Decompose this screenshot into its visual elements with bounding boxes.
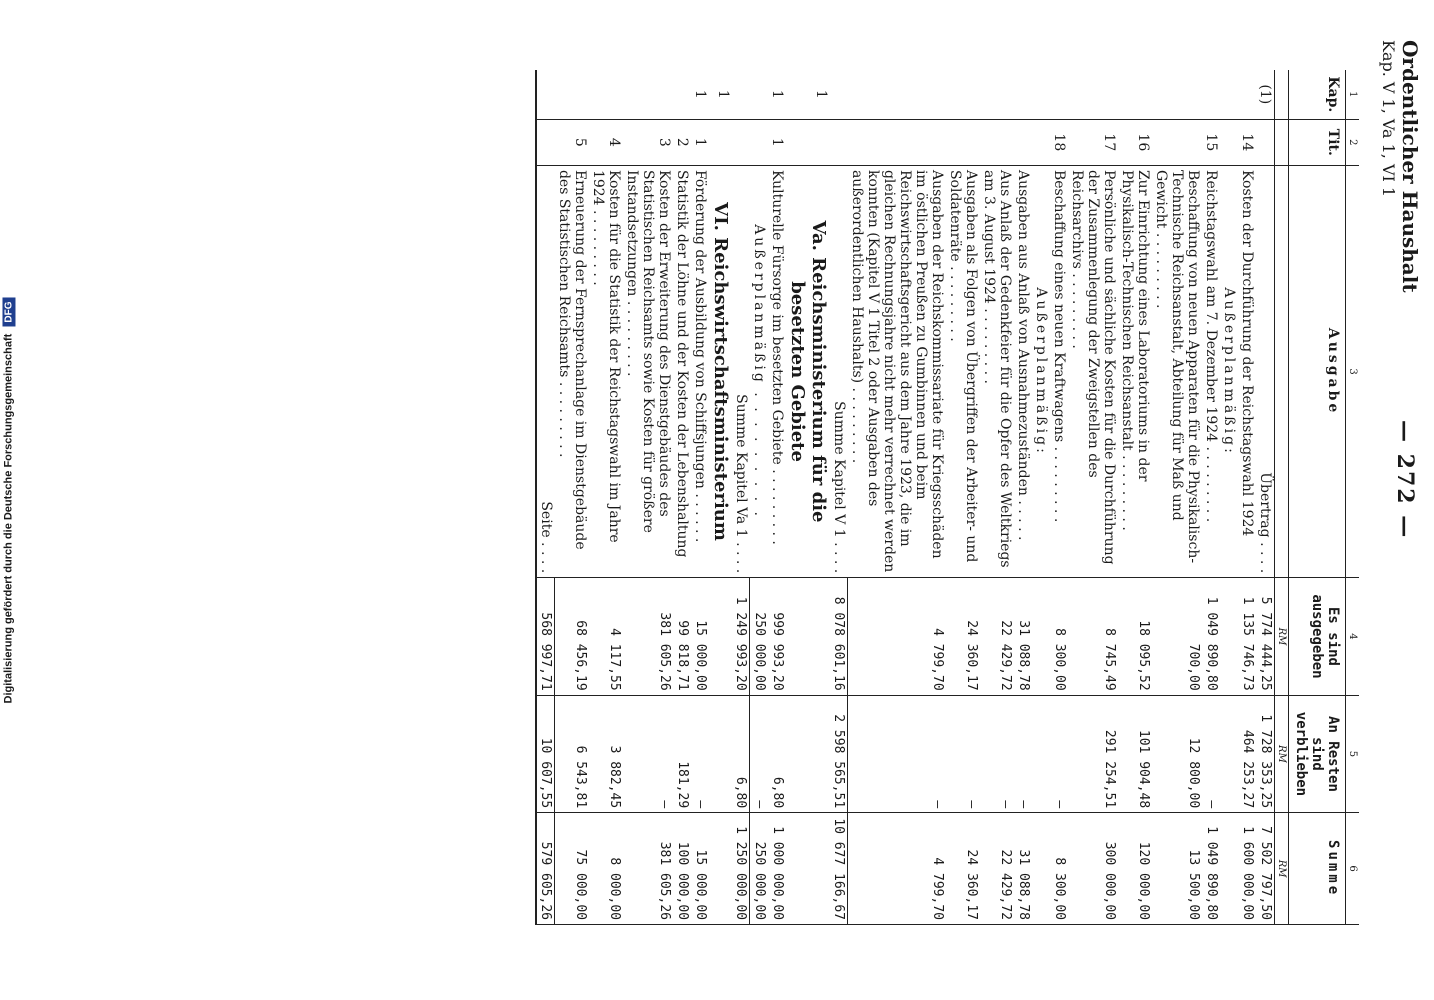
- unit-label: RM: [1275, 578, 1289, 695]
- table-row: Außerplanmäßig:: [1220, 70, 1238, 925]
- page-number: — 272 —: [1392, 420, 1418, 540]
- budget-table: [535, 70, 1359, 925]
- table-row: 5 Erneuerung der Fernsprechanlage im Dienstgebäude des Statistischen Reichsamts . . . . . . . . . 68 456,19 6 543,81 75 000,00: [555, 70, 589, 925]
- ledger-page: [60, 0, 1434, 1000]
- table-row: 16 Zur Einrichtung eines Laboratoriums in der Physikalisch-Technischen Reichsanstalt . . . . . . . . . 18 095,52 101 904,48 120 000,00: [1118, 70, 1152, 925]
- table-row: 1 1 Förderung der Ausbildung von Schiffsjungen . . . . . . 15 000,00 — 15 000,00: [691, 70, 709, 925]
- col-number: 6: [1346, 813, 1360, 925]
- table-row: Ausgaben aus Anlaß von Ausnahmezuständen . . . . . 31 088,78 — 31 088,78: [1014, 70, 1032, 925]
- header-sum: Summe: [1289, 813, 1346, 925]
- section-title-va: Va. Reichsministerium für die besetzten Gebiete: [786, 165, 830, 577]
- page-title: Ordentlicher Haushalt: [1398, 40, 1422, 293]
- unit-label: RM: [1275, 813, 1289, 925]
- unit-row: [1275, 70, 1289, 925]
- section-heading-row: [786, 70, 830, 925]
- table-row: Ausgaben als Folgen von Übergriffen der Arbeiter- und Soldatenräte . . . . . . . . . 24 360,17 — 24 360,17: [946, 70, 980, 925]
- page-total-row: Seite . . . . 568 997,71 10 607,55 579 605,26: [536, 70, 555, 925]
- subtotal-row: Summe Kapitel V 1 . . . . 8 078 601,16 2 598 565,51 10 677 166,67: [830, 70, 848, 925]
- header-kap: Kap.: [1289, 70, 1346, 119]
- table-row: 4 Kosten für die Statistik der Reichstagswahl im Jahre 1924 . . . . . . . . . 4 117,55 3 882,45 8 000,00: [589, 70, 623, 925]
- header-ausgabe: Ausgabe: [1289, 165, 1346, 577]
- table-row: Außerplanmäßig . . . . . . . . . 250 000,00 — 250 000,00: [750, 70, 768, 925]
- section-heading-row: [709, 70, 732, 925]
- table-row: (1) Übertrag . . . . 5 774 444,25 1 728 353,25 7 502 797,50: [1256, 70, 1275, 925]
- col-number: 4: [1346, 578, 1360, 695]
- table-row: 14 Kosten der Durchführung der Reichstagswahl 1924 1 135 746,73 464 253,27 1 600 000,00: [1238, 70, 1256, 925]
- column-number-row: [1346, 70, 1360, 925]
- page-subtitle: Kap. V 1, Va 1, VI 1: [1379, 40, 1398, 198]
- table-row: 15 Reichstagswahl am 7. Dezember 1924 . . . . . . . . . 1 049 890,80 — 1 049 890,80: [1202, 70, 1220, 925]
- dfg-logo: DFG: [3, 297, 16, 326]
- table-row: 2 Statistik der Löhne und der Kosten der Lebenshaltung 99 818,71 181,29 100 000,00: [673, 70, 691, 925]
- table-row: 18 Beschaffung eines neuen Kraftwagens . . . . . . . . . 8 300,00 — 8 300,00: [1050, 70, 1068, 925]
- subtotal-row: Summe Kapitel Va 1 . . . . 1 249 993,20 6,80 1 250 000,00: [732, 70, 750, 925]
- table-row: 3 Kosten der Erweiterung des Dienstgebäudes des Statistischen Reichsamts sowie Kosten für größere Instandsetzungen . . . . . . . . . 381 605,26 — 381 605,26: [623, 70, 673, 925]
- col-number: 5: [1346, 695, 1360, 812]
- margin-mark: 1: [709, 70, 732, 119]
- credit-text: Digitalisierung gefördert durch die Deutsche Forschungsgemeinschaft: [2, 333, 15, 703]
- margin-mark: 1: [786, 70, 830, 119]
- table-row: Außerplanmäßig:: [1032, 70, 1050, 925]
- table-row: Aus Anlaß der Gedenkfeier für die Opfer des Weltkriegs am 3. August 1924 . . . . . . . . . 22 429,72 — 22 429,72: [980, 70, 1014, 925]
- section-title-vi: VI. Reichswirtschaftsministerium: [709, 165, 732, 577]
- table-row: Ausgaben der Reichskommissariate für Kriegsschäden im östlichen Preußen zu Gumbinnen und beim Reichswirtschaftsgericht aus dem Jahre 1923, die im gleichen Rechnungsjahre nicht mehr verrechnet werden konnten (Kapitel V 1 Titel 2 oder Ausgaben des außerordentlichen Haushalts) . . . . . . . . . 4 799,70 — 4 799,70: [848, 70, 946, 925]
- table-row: 1 1 Kulturelle Fürsorge im besetzten Gebiete . . . . . . . . . 999 993,20 6,80 1 000 000,00: [768, 70, 786, 925]
- table-row: 17 Persönliche und sächliche Kosten für die Durchführung der Zusammenlegung der Zweigstellen des Reichsarchivs . . . . . . . . . 8 745,49 291 254,51 300 000,00: [1068, 70, 1118, 925]
- unit-label: RM: [1275, 695, 1289, 812]
- col-number: 3: [1346, 165, 1360, 577]
- col-number: 2: [1346, 119, 1360, 165]
- header-spent: Es sind ausgegeben: [1289, 578, 1346, 695]
- column-header-row: [1289, 70, 1346, 925]
- table-row: Beschaffung von neuen Apparaten für die Physikalisch-Technische Reichsanstalt, Abteilung für Maß und Gewicht . . . . . . . . . 700,00 12 800,00 13 500,00: [1152, 70, 1202, 925]
- header-remaining: An Resten sind verblieben: [1289, 695, 1346, 812]
- header-lit: Tit.: [1289, 119, 1346, 165]
- col-number: 1: [1346, 70, 1360, 119]
- digitization-credit: [0, 0, 18, 1000]
